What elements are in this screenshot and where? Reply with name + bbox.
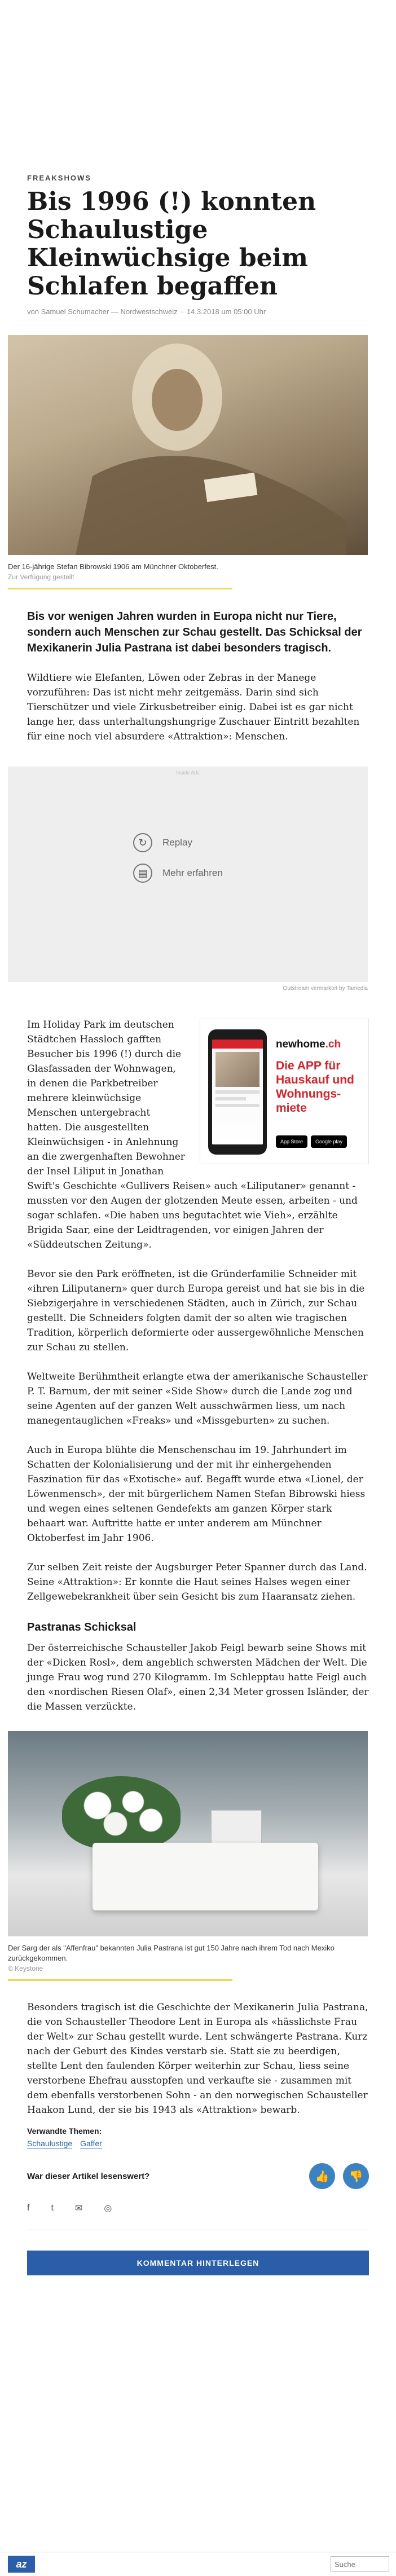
thumbs-down-icon: 👎	[349, 2170, 363, 2183]
article-body-bottom	[27, 2000, 369, 2117]
video-ad[interactable]	[8, 767, 368, 982]
thumbs-up-button[interactable]	[309, 2163, 335, 2189]
twitter-icon[interactable]: t	[51, 2203, 54, 2213]
paragraph: Der österreichische Schausteller Jakob Feigl bewarb seine Shows mit der «Dicken Rosl», dem angeblich schwersten Mädchen der Welt. Die junge Frau wog rund 270 Kilogramm. Im Schlepptau hatte Feigl auch den «nordischen Riesen Olaf», einen 2,34 Meter grossen Isländer, der die Massen verzückte.	[27, 1643, 369, 1712]
document-icon: ▤	[133, 864, 152, 883]
article-lead: Bis vor wenigen Jahren wurden in Europa nicht nur Tiere, sondern auch Menschen zur Schau gestellt. Das Schicksal der Mexikanerin Julia Pastrana ist dabei besonders tragisch.	[27, 610, 362, 654]
related-topics-label: Verwandte Themen:	[27, 2126, 102, 2135]
caption-text: Der 16-jährige Stefan Bibrowski 1906 am Münchner Oktoberfest.	[8, 562, 218, 571]
replay-icon: ↻	[133, 833, 152, 852]
photo-coffin[interactable]	[8, 1731, 368, 1936]
whatsapp-icon[interactable]: ◎	[104, 2204, 112, 2213]
thumbs-up-icon: 👍	[315, 2170, 329, 2183]
paragraph: Besonders tragisch ist die Geschichte der Mexikanerin Julia Pastrana, die von Schausteller Theodore Lent in Europa als «hässlichste Frau der Welt» zur Schau gestellt wurde. Lent schwängerte Pastrana. Kurz nach der Geburt des Kindes verstarb sie. Statt sie zu beerdigen, stellte Lent den faulenden Körper weiterhin zur Schau, liess seine verstorbene Ehefrau ausstopfen und verkaufte sie - zusammen mit dem ebenfalls verstorbenen Sohn - an den norwegischen Schausteller Haakon Lund, der sie bis 1943 als «Attraktion» bewarb.	[27, 2002, 368, 2116]
paragraph: Im Holiday Park im deutschen Städtchen Hassloch gafften Besucher bis 1996 (!) durch die Glasfassaden der Wohnwagen, in denen die Parkbetreiber mehrere kleinwüchsige Menschen untergebracht hatten. Die ausgestellten Kleinwüchsigen - in Anlehnung an die zwergenhaften Bewohner der Insel Liliput in Jonathan Swift's Geschichte «Gullivers Reisen» auch «Liliputaner» genannt - mussten vor den Augen der glotzenden Meute essen, arbeiten - und sogar schlafen. «Die haben uns begutachtet wie Vieh», erzählte Brigida Saar, eine der Leidtragenden, vor einigen Jahren der «Süddeutschen Zeitung».	[27, 1019, 358, 1250]
nameplate-illustration	[211, 1810, 262, 1844]
replay-label: Replay	[162, 837, 192, 848]
photo-bibrowski-illustration	[8, 335, 368, 555]
article-body-top	[27, 671, 369, 744]
footer-bar	[0, 2552, 396, 2576]
az-logo[interactable]: az	[8, 2556, 35, 2573]
caption-credit: Zur Verfügung gestellt	[8, 573, 74, 581]
paragraph: Auch in Europa blühte die Menschenschau im 19. Jahrhundert im Schatten der Kolonialisierung und der mit ihr einhergehenden Faszination für das «Exotische» auf. Begafft wurde etwa «Lionel, der Löwenmensch», der mit bürgerlichem Namen Stefan Bibrowski hiess und wegen eines seltenen Gendefekts am ganzen Körper stark behaart war. Auftritte hatte er unter anderem am Münchner Oktoberfest im Jahr 1906.	[27, 1445, 366, 1544]
paragraph: Weltweite Berühmtheit erlangte etwa der amerikanische Schausteller P. T. Barnum, der mit seiner «Side Show» durch die Lande zog und seine Agenten auf der ganzen Welt ausschwärmen liess, um nach manegentauglichen «Freaks» und «Missgeburten» zu suchen.	[27, 1371, 368, 1426]
more-info-button[interactable]	[133, 864, 223, 883]
tag-gaffer[interactable]: Gaffer	[80, 2139, 102, 2148]
caption-text: Der Sarg der als "Affenfrau" bekannten Julia Pastrana ist gut 150 Jahre nach ihrem Tod nach Mexiko zurückgekommen.	[8, 1944, 335, 1962]
app-store-badge[interactable]: App Store	[276, 1135, 307, 1148]
store-badges	[276, 1135, 347, 1148]
rating-buttons	[309, 2163, 369, 2189]
paragraph: Wildtiere wie Elefanten, Löwen oder Zebras in der Manege vorzuführen: Das ist nicht mehr zeitgemäss. Darin sind sich Tierschützer und viele Zirkusbetreiber einig. Dabei ist es gar nicht lange her, dass unterhaltungshungrige Zuschauer Eintritt bezahlten für eine noch viel absurdere «Attraktion»: Menschen.	[27, 672, 360, 742]
ad-brand-name: newhome	[276, 1038, 325, 1050]
phone-screen	[212, 1040, 263, 1144]
article-body-subhead	[27, 1641, 369, 1714]
thumbs-down-button[interactable]	[343, 2163, 369, 2189]
paragraph: Zur selben Zeit reiste der Augsburger Peter Spanner durch das Land. Seine «Attraktion»: Er konnte die Haut seines Halses wegen einer Zellgewebekrankheit über sein Gesicht bis zum Haaransatz ziehen.	[27, 1562, 367, 1602]
article-byline: von Samuel Schumacher — Nordwestschweiz · 14.3.2018 um 05:00 Uhr	[27, 307, 266, 316]
rating-question: War dieser Artikel lesenswert?	[27, 2171, 150, 2181]
email-icon[interactable]: ✉	[74, 2204, 83, 2213]
section-subhead: Pastranas Schicksal	[27, 1621, 137, 1633]
coffin-illustration	[93, 1843, 318, 1910]
more-info-label: Mehr erfahren	[162, 868, 223, 878]
tag-schaulustige[interactable]: Schaulustige	[27, 2139, 73, 2148]
figure-caption	[0, 555, 388, 589]
paragraph: Bevor sie den Park eröffneten, ist die Gründerfamilie Schneider mit «ihren Liliputanern» quer durch Europa gereist und hat sie bis in die Siebzigerjahre in verschiedenen Städten, auch in Zürich, zur Schau gestellt. Die Schneiders folgten damit der so alten wie tragischen Tradition, körperlich deformierte oder aussergewöhnliche Menschen zur Schau zu stellen.	[27, 1269, 365, 1353]
comment-button[interactable]: KOMMENTAR HINTERLEGEN	[27, 2251, 369, 2275]
facebook-icon[interactable]: f	[27, 2203, 30, 2213]
share-bar	[27, 2203, 369, 2230]
video-ad-label: Inside Ads	[176, 770, 200, 776]
ad-headline: Die APP für Hauskauf und Wohnungs-miete	[276, 1059, 354, 1115]
figure-pastrana-coffin	[8, 1731, 388, 1981]
related-tags	[27, 2139, 369, 2148]
figure-bibrowski	[8, 335, 388, 589]
ad-brand	[276, 1038, 341, 1051]
byline-date: 14.3.2018 um 05:00 Uhr	[186, 307, 266, 316]
article-page	[0, 174, 396, 2275]
video-ad-source: Outstream vermarktet by Tamedia	[283, 985, 368, 992]
figure-caption	[0, 1936, 388, 1981]
article-headline: Bis 1996 (!) konnten Schaulustige Kleinwüchsige beim Schlafen begaffen	[27, 187, 316, 301]
article-kicker: FREAKSHOWS	[27, 174, 91, 182]
photo-bibrowski[interactable]	[8, 335, 368, 555]
caption-credit: © Keystone	[8, 1965, 43, 1972]
search-input[interactable]	[331, 2556, 389, 2572]
caption-divider	[8, 1979, 232, 1981]
newhome-ad[interactable]	[200, 1019, 369, 1164]
phone-illustration	[208, 1029, 267, 1155]
ad-brand-suffix: .ch	[325, 1038, 341, 1050]
article-rating	[27, 2163, 369, 2189]
google-play-badge[interactable]: Google play	[311, 1135, 347, 1148]
caption-divider	[8, 588, 232, 589]
flowers-illustration	[62, 1776, 181, 1850]
replay-button[interactable]	[133, 833, 192, 852]
byline-author: von Samuel Schumacher — Nordwestschweiz	[27, 307, 178, 316]
